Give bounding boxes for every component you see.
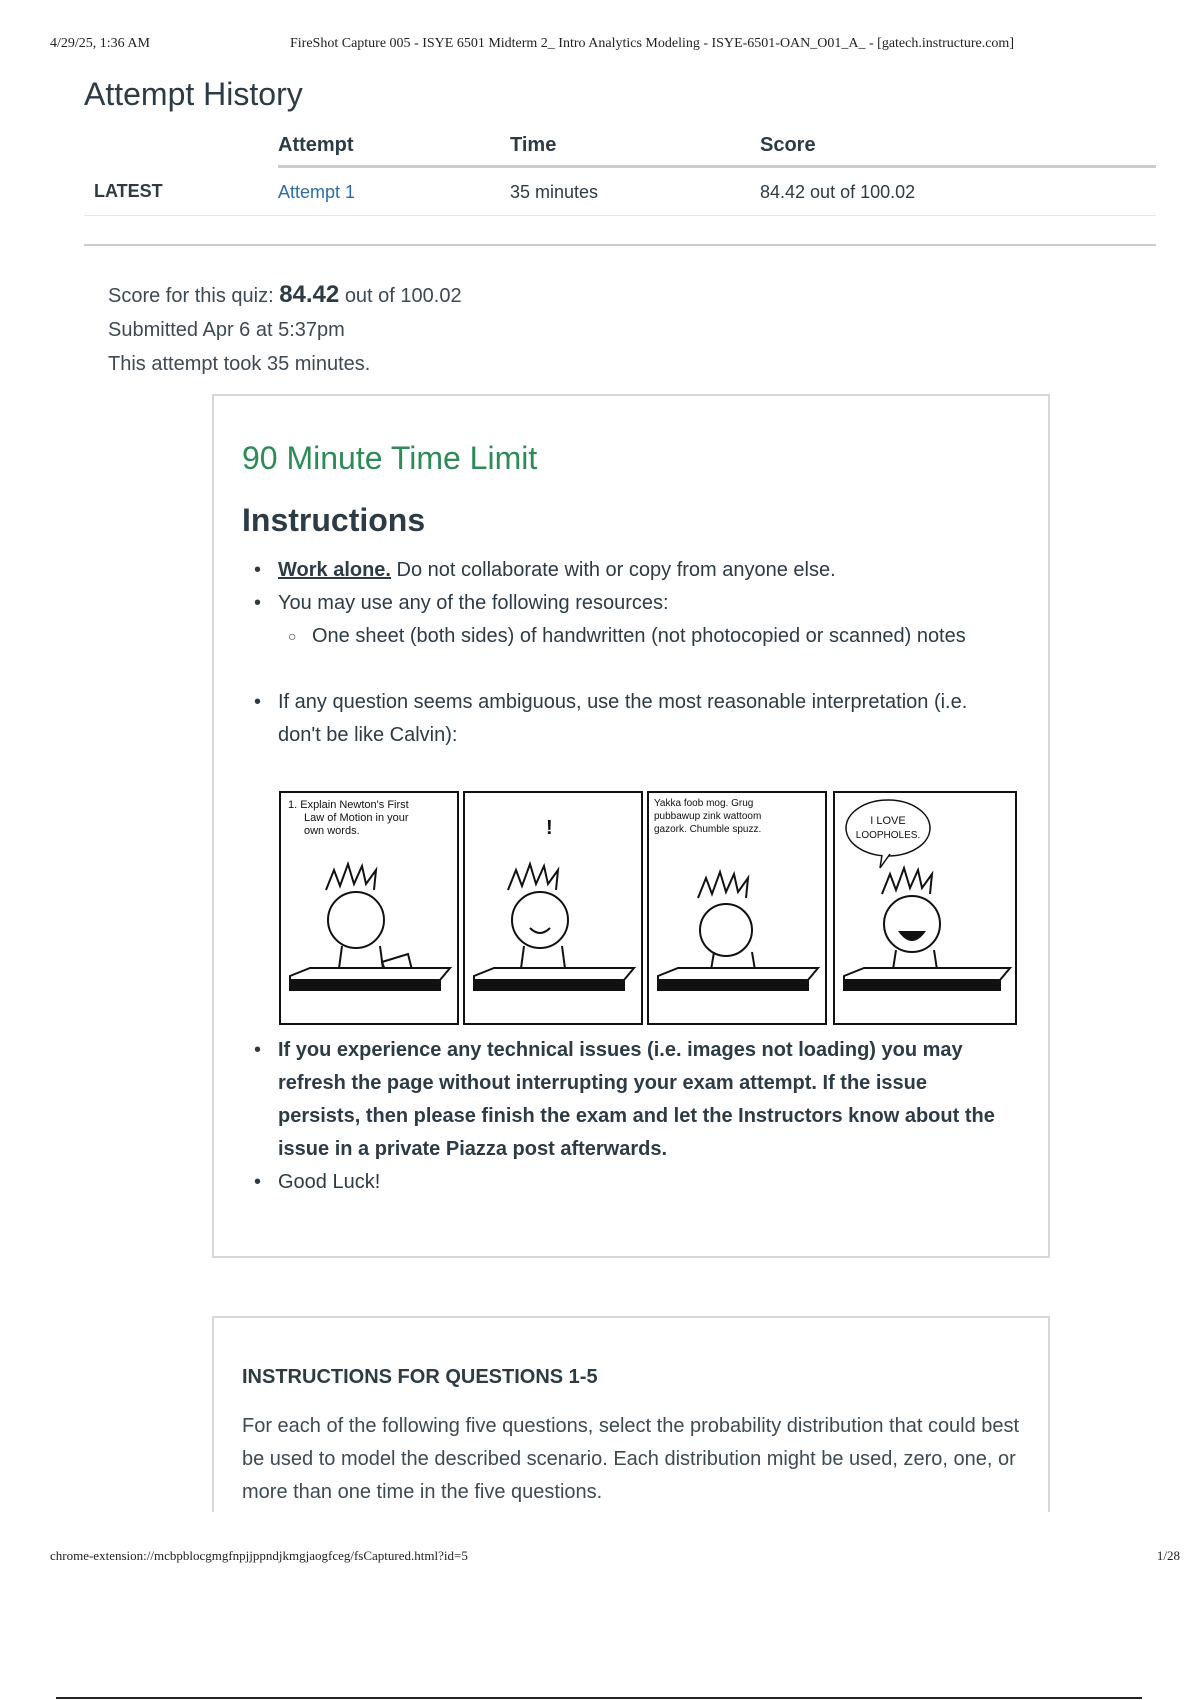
desk-2 bbox=[474, 968, 634, 980]
print-header bbox=[50, 36, 1180, 58]
latest-label: LATEST bbox=[84, 167, 278, 216]
bullet-work-alone-text: Do not collaborate with or copy from anyone else. bbox=[391, 559, 836, 581]
questions-instructions-card bbox=[212, 1316, 1050, 1512]
history-divider bbox=[84, 244, 1156, 246]
panel4-bubble-1: I LOVE bbox=[870, 815, 906, 827]
sub-bullet-circle: ○ bbox=[288, 628, 297, 644]
duration-text: This attempt took 35 minutes. bbox=[108, 353, 371, 375]
panel1-caption-1: 1. Explain Newton's First bbox=[288, 799, 409, 811]
page-bottom-rule bbox=[56, 1697, 1142, 1699]
submitted-text: Submitted Apr 6 at 5:37pm bbox=[108, 319, 345, 341]
attempt-history-table bbox=[84, 134, 1156, 216]
table-row bbox=[84, 167, 1156, 216]
print-footer bbox=[50, 1548, 1180, 1568]
print-date: 4/29/25, 1:36 AM bbox=[50, 36, 150, 51]
attempt-1-link[interactable]: Attempt 1 bbox=[278, 182, 356, 202]
col-time: Time bbox=[510, 134, 760, 167]
desk-2-edge bbox=[474, 980, 624, 990]
sub-bullet-notes-text: One sheet (both sides) of handwritten (not photocopied or scanned) notes bbox=[312, 625, 966, 647]
score-label: Score for this quiz: bbox=[108, 285, 274, 307]
score-out-of: out of 100.02 bbox=[344, 285, 462, 307]
desk-1-edge bbox=[290, 980, 440, 990]
panel3-caption-3: gazork. Chumble spuzz. bbox=[654, 824, 762, 835]
instructions-heading: Instructions bbox=[242, 502, 426, 538]
bullet-good-luck-text: Good Luck! bbox=[278, 1171, 381, 1193]
score-line bbox=[108, 278, 462, 313]
bullet-dot: • bbox=[254, 559, 262, 581]
bullet-ambiguous-text: If any question seems ambiguous, use the most reasonable interpretation (i.e. don't be like Calvin): bbox=[278, 691, 968, 746]
print-page-number: 1/28 bbox=[1156, 1548, 1180, 1563]
work-alone-emphasis: Work alone. bbox=[278, 559, 391, 581]
bullet-resources-text: You may use any of the following resources: bbox=[278, 592, 669, 614]
bullet-dot: • bbox=[254, 592, 262, 614]
panel1-caption-2: Law of Motion in your bbox=[304, 812, 409, 824]
speech-bubble bbox=[846, 800, 930, 856]
calvin-comic-image bbox=[278, 790, 1018, 1026]
desk-3 bbox=[658, 968, 818, 980]
questions-instructions-text: For each of the following five questions, select the probability distribution that could best be used to model the described scenario. Each distribution might be used, zero, one, or more than one time in the five questions. bbox=[242, 1415, 1020, 1503]
attempt-score: 84.42 out of 100.02 bbox=[760, 167, 1156, 216]
col-score: Score bbox=[760, 134, 1156, 167]
print-page-title: FireShot Capture 005 - ISYE 6501 Midterm 2_ Intro Analytics Modeling - ISYE-6501-OAN_O01_A_ - [gatech.instructure.com] bbox=[290, 36, 1014, 51]
time-limit-heading: 90 Minute Time Limit bbox=[242, 440, 538, 476]
attempt-time: 35 minutes bbox=[510, 167, 760, 216]
col-attempt: Attempt bbox=[278, 134, 510, 167]
bullet-dot: • bbox=[254, 691, 262, 713]
desk-4-edge bbox=[844, 980, 1000, 990]
desk-3-edge bbox=[658, 980, 808, 990]
col-empty bbox=[84, 134, 278, 167]
panel1-caption-3: own words. bbox=[304, 825, 360, 837]
panel2-exclaim: ! bbox=[546, 817, 553, 839]
quiz-summary bbox=[108, 278, 462, 381]
score-value: 84.42 bbox=[279, 281, 340, 308]
bullet-technical-text: If you experience any technical issues (i.e. images not loading) you may refresh the page without interrupting your exam attempt. If the issue persists, then please finish the exam and let the Instructors know about the issue in a private Piazza post afterwards. bbox=[278, 1039, 995, 1160]
panel3-caption-1: Yakka foob mog. Grug bbox=[654, 798, 754, 809]
bullet-dot: • bbox=[254, 1039, 262, 1061]
print-url: chrome-extension://mcbpblocgmgfnpjjppndjkmgjaogfceg/fsCaptured.html?id=5 bbox=[50, 1548, 468, 1563]
desk-4 bbox=[844, 968, 1010, 980]
instructions-card bbox=[212, 394, 1050, 1258]
desk-1 bbox=[290, 968, 450, 980]
questions-heading: INSTRUCTIONS FOR QUESTIONS 1-5 bbox=[242, 1366, 598, 1388]
panel3-caption-2: pubbawup zink wattoom bbox=[654, 811, 762, 822]
panel4-bubble-2: LOOPHOLES. bbox=[855, 830, 921, 841]
bullet-dot: • bbox=[254, 1171, 262, 1193]
attempt-history-heading: Attempt History bbox=[84, 76, 303, 112]
